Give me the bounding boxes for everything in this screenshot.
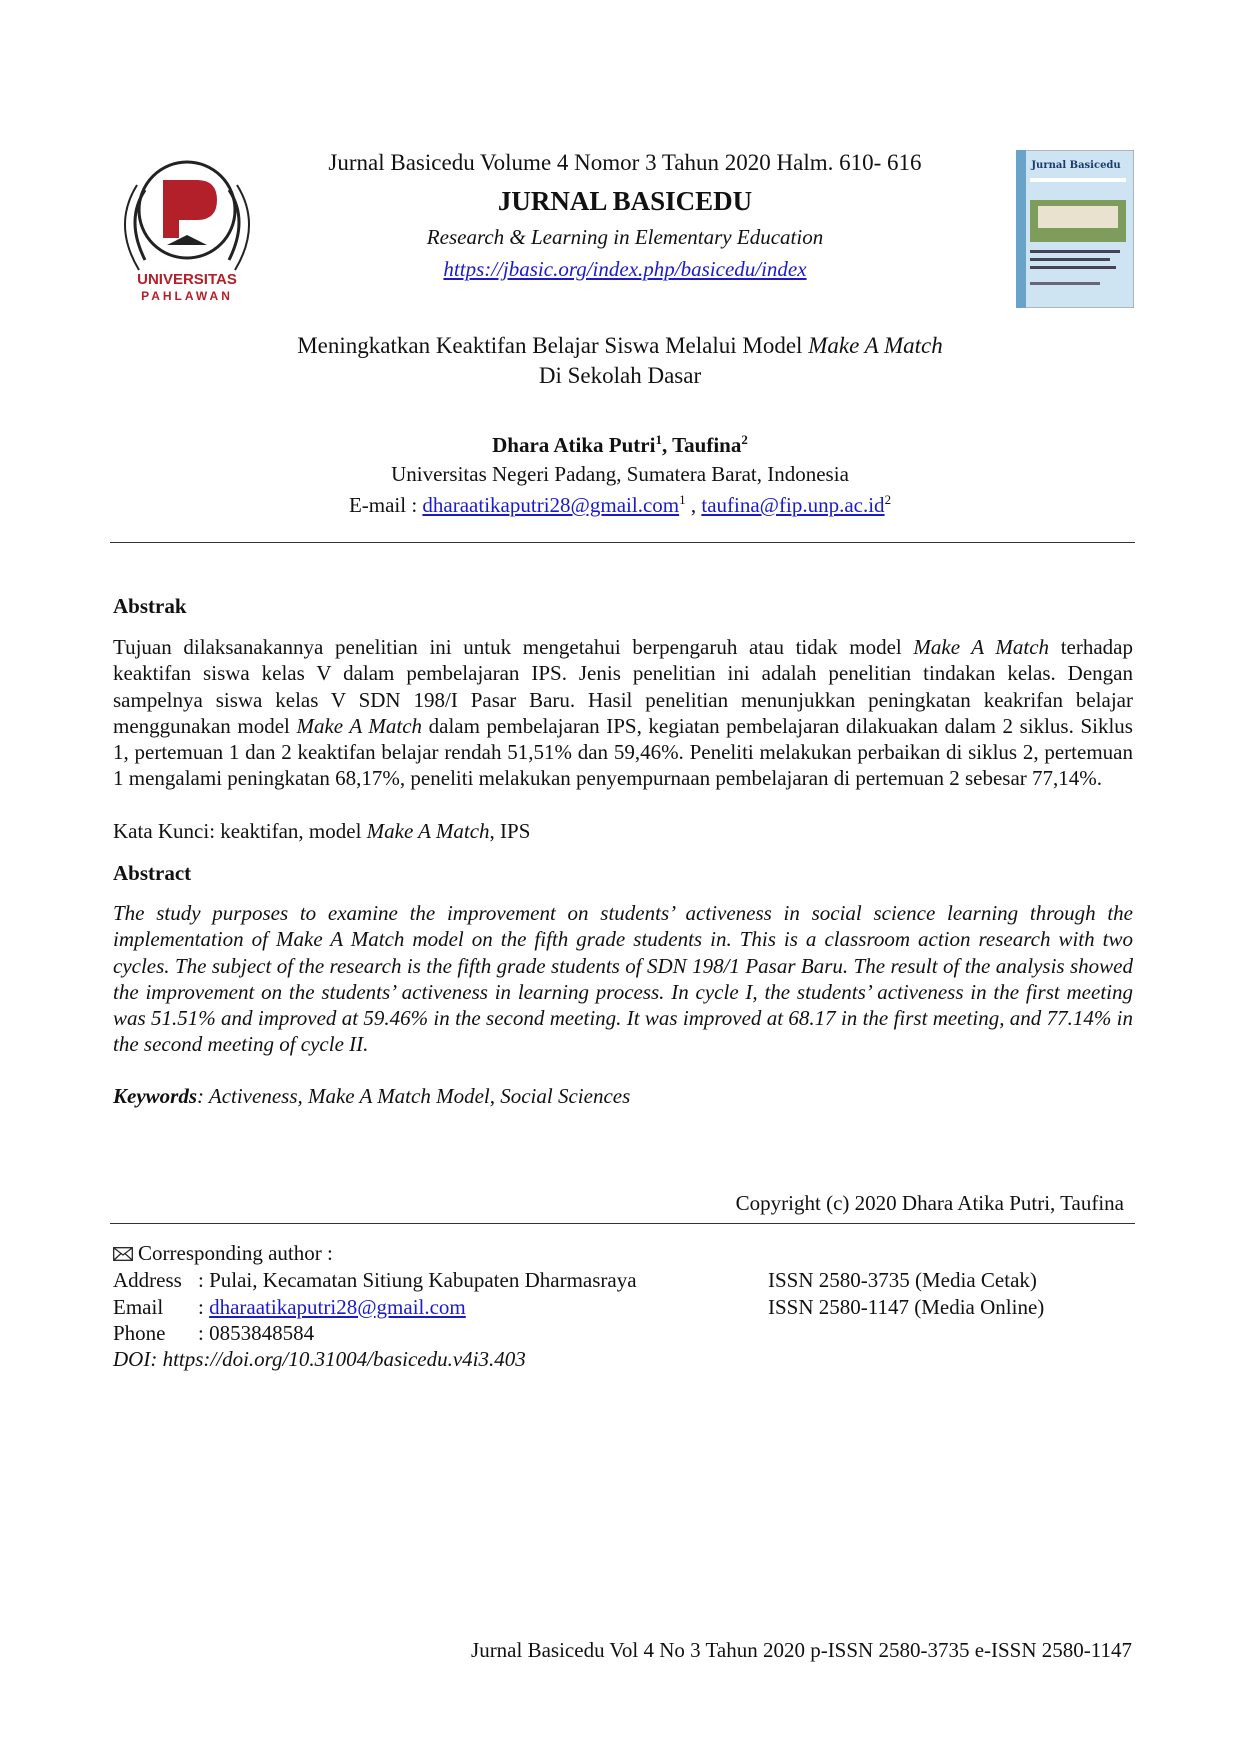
abstrak-text-1: Tujuan dilaksanakannya penelitian ini untuk mengetahui berpengaruh atau tidak model: [113, 635, 914, 659]
address-key: Address: [113, 1268, 182, 1292]
contact-email-link[interactable]: dharaatikaputri28@gmail.com: [209, 1294, 466, 1319]
author-1-sup: 1: [655, 432, 662, 447]
address-value: : Pulai, Kecamatan Sitiung Kabupaten Dharmasraya: [198, 1268, 637, 1292]
phone-value: : 0853848584: [198, 1321, 315, 1345]
keywords-label: Keywords: [113, 1084, 197, 1108]
kata-kunci-italic: Make A Match: [366, 819, 490, 843]
copyright: Copyright (c) 2020 Dhara Atika Putri, Taufina: [735, 1191, 1124, 1215]
journal-cover-image: [1016, 150, 1134, 308]
abstract-body: The study purposes to examine the improvement on students’ activeness in social science learning through the implementation of Make A Match model on the fifth grade students in. This is a classroom action research with two cycles. The subject of the research is the fifth grade students of SDN 198/1 Pasar Baru. The result of the analysis showed the improvement on the students’ activeness in learning process. In cycle I, the students’ activeness in the first meeting was 51.51% and improved at 59.46% in the second meeting. It was improved at 68.17 in the first meeting, and 77.14% in the second meeting of cycle II.: [113, 901, 1133, 1057]
abstrak-text-2: terhadap keaktifan siswa kelas V dalam pembelajaran IPS. Jenis penelitian ini adalah penelitian tindakan kelas. Dengan sampelnya siswa kelas V SDN 198/I Pasar Baru. Hasil penelitian menunjukkan peningkatan keakrifan belajar menggunakan model: [113, 635, 1133, 738]
issn-online: ISSN 2580-1147 (Media Online): [768, 1294, 1045, 1319]
email-separator: ,: [685, 493, 702, 517]
abstrak-italic-2: Make A Match: [296, 713, 423, 738]
kata-kunci-prefix: Kata Kunci: keaktifan, model: [113, 819, 367, 843]
logo-text-pahlawan: PAHLAWAN: [141, 289, 233, 303]
author-1: Dhara Atika Putri: [492, 433, 656, 457]
email-key: Email: [113, 1294, 164, 1319]
abstrak-body: [113, 634, 1133, 792]
email-label: E-mail :: [348, 493, 423, 517]
abstrak-italic-1: Make A Match: [913, 635, 1050, 659]
journal-subtitle: Research & Learning in Elementary Education: [426, 225, 824, 249]
email-row: [113, 1294, 637, 1321]
article-title-line-1: [110, 333, 1130, 359]
journal-issue-line: Jurnal Basicedu Volume 4 Nomor 3 Tahun 2020 Halm. 610- 616: [328, 150, 922, 175]
envelope-icon: [113, 1241, 133, 1255]
corresponding-author-text: Corresponding author :: [138, 1241, 333, 1265]
email-link-2[interactable]: taufina@fip.unp.ac.id: [701, 493, 885, 517]
email-colon: :: [198, 1294, 210, 1319]
keywords-text: : Activeness, Make A Match Model, Social Sciences: [197, 1084, 631, 1108]
footer-divider: [110, 1223, 1135, 1224]
email-2-sup: 2: [884, 492, 892, 507]
affiliation: Universitas Negeri Padang, Sumatera Barat, Indonesia: [391, 462, 849, 486]
cover-title: Jurnal Basicedu: [1031, 160, 1121, 171]
contact-details: [113, 1267, 637, 1347]
doi: DOI: https://doi.org/10.31004/basicedu.v4i3.403: [113, 1347, 526, 1371]
author-separator: ,: [661, 433, 673, 457]
title-prefix: Meningkatkan Keaktifan Belajar Siswa Melalui Model: [297, 333, 809, 358]
author-2-sup: 2: [741, 432, 748, 447]
corresponding-author-label: [113, 1240, 333, 1267]
phone-key: Phone: [113, 1321, 166, 1345]
author-2: Taufina: [672, 433, 742, 457]
abstract-heading: Abstract: [113, 861, 192, 885]
kata-kunci-suffix: , IPS: [489, 819, 531, 843]
email-1-sup: 1: [679, 492, 686, 507]
abstrak-text-3: dalam pembelajaran IPS, kegiatan pembelajaran dilakuakan dalam 2 siklus. Siklus 1, pertemuan 1 dan 2 keaktifan belajar rendah 51,51% dan 59,46%. Peneliti melakukan perbaikan di siklus 2, pertemuan 1 mengalami peningkatan 68,17%, peneliti melakukan penyempurnaan pembelajaran di pertemuan 2 sebesar 77,14%.: [113, 713, 1133, 791]
kata-kunci: [113, 818, 1133, 844]
issn-print: ISSN 2580-3735 (Media Cetak): [768, 1268, 1037, 1292]
journal-url-link[interactable]: https://jbasic.org/index.php/basicedu/index: [443, 257, 807, 281]
phone-row: [113, 1320, 637, 1347]
journal-url-wrap: [265, 257, 985, 282]
abstrak-heading: Abstrak: [113, 594, 187, 618]
logo-text-universitas: UNIVERSITAS: [137, 271, 237, 288]
email-line: [110, 492, 1130, 518]
page-footer: Jurnal Basicedu Vol 4 No 3 Tahun 2020 p-ISSN 2580-3735 e-ISSN 2580-1147: [471, 1638, 1132, 1662]
journal-title: JURNAL BASICEDU: [497, 186, 753, 216]
address-row: [113, 1267, 637, 1294]
header-divider: [110, 542, 1135, 543]
author-line: [110, 432, 1130, 458]
title-italic: Make A Match: [808, 333, 943, 358]
keywords-line: [113, 1084, 630, 1109]
email-link-1[interactable]: dharaatikaputri28@gmail.com: [422, 493, 680, 517]
university-logo: [115, 150, 260, 310]
issn-block: [768, 1267, 1044, 1320]
article-title-line-2: Di Sekolah Dasar: [538, 363, 702, 388]
